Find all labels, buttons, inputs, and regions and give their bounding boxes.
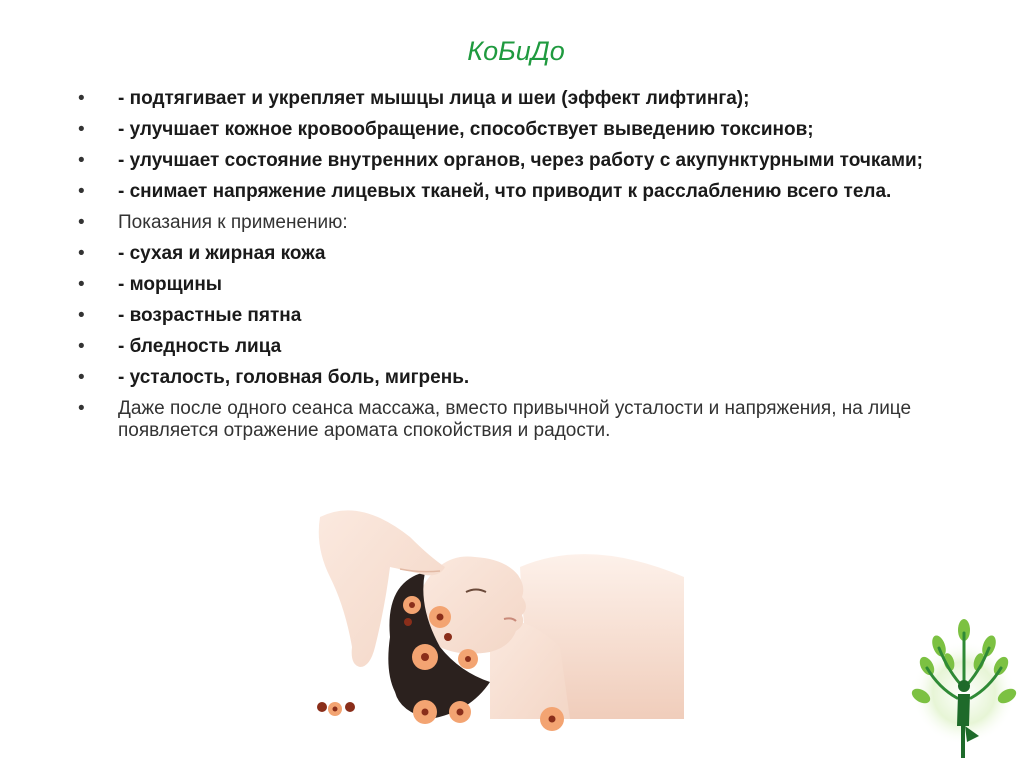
list-item	[78, 336, 978, 358]
list-item	[78, 88, 978, 110]
bullet-icon: •	[78, 398, 85, 419]
bullet-icon: •	[78, 336, 85, 357]
list-item	[78, 305, 978, 327]
list-item	[78, 274, 978, 296]
list-item	[78, 150, 978, 172]
list-item-text: - возрастные пятна	[118, 305, 302, 326]
list-item-text: - сухая и жирная кожа	[118, 243, 326, 264]
list-item-text: - улучшает кожное кровообращение, способствует выведению токсинов;	[118, 119, 814, 140]
bullet-icon: •	[78, 119, 85, 140]
bullet-icon: •	[78, 243, 85, 264]
list-item-text: - бледность лица	[118, 336, 282, 357]
bullet-icon: •	[78, 367, 85, 388]
list-item-text: Показания к применению:	[118, 212, 348, 233]
yoga-tree-logo	[909, 618, 1019, 768]
list-item	[78, 212, 978, 234]
list-item	[78, 181, 978, 203]
list-item-text: - улучшает состояние внутренних органов, через работу с акупунктурными точками;	[118, 150, 924, 171]
list-item	[78, 367, 978, 389]
list-item-text: - морщины	[118, 274, 223, 295]
list-item	[78, 398, 978, 442]
bullet-icon: •	[78, 181, 85, 202]
list-item-text: - усталость, головная боль, мигрень.	[118, 367, 470, 388]
list-item-text: - снимает напряжение лицевых тканей, что приводит к расслаблению всего тела.	[118, 181, 892, 202]
bullet-icon: •	[78, 150, 85, 171]
list-item	[78, 119, 978, 141]
list-item-text: - подтягивает и укрепляет мышцы лица и шеи (эффект лифтинга);	[118, 88, 750, 109]
bullet-icon: •	[78, 274, 85, 295]
list-item-text: Даже после одного сеанса массажа, вместо привычной усталости и напряжения, на лице появляется отражение аромата спокойствия и радости.	[118, 398, 912, 441]
bullet-icon: •	[78, 305, 85, 326]
slide-title: КоБиДо	[467, 36, 565, 66]
bullet-icon: •	[78, 88, 85, 109]
bullet-list	[78, 88, 978, 451]
list-item	[78, 243, 978, 265]
bullet-icon: •	[78, 212, 85, 233]
massage-photo	[290, 497, 684, 733]
